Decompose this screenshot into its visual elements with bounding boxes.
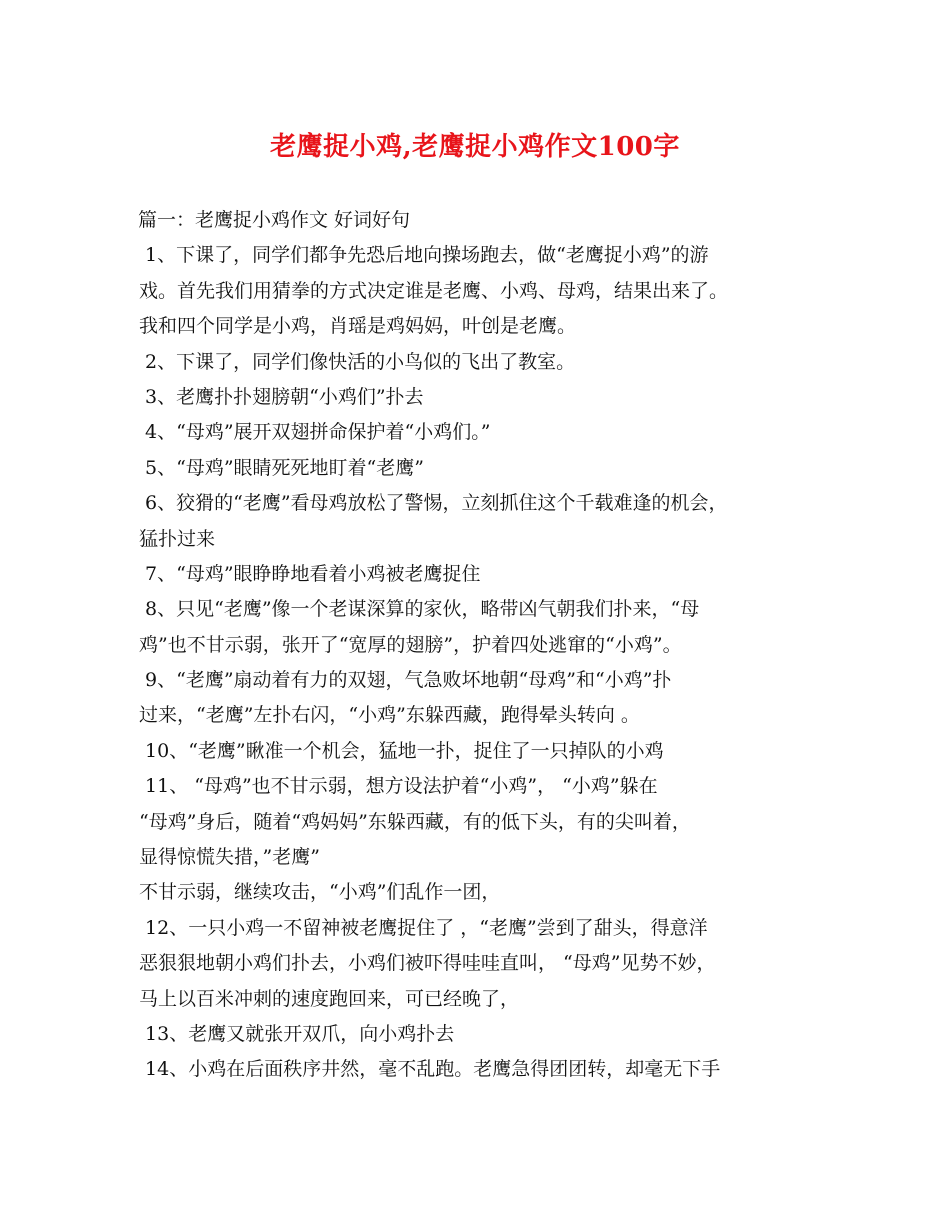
- text-line: 7、“母鸡”眼睁睁地看着小鸡被老鹰捉住: [139, 562, 481, 585]
- text-line: 14、小鸡在后面秩序井然，毫不乱跑。老鹰急得团团转，却毫无下手: [139, 1058, 721, 1081]
- text-line: 过来，“老鹰”左扑右闪，“小鸡”东躲西藏，跑得晕头转向 。: [139, 704, 640, 727]
- text-line: 8、只见“老鹰”像一个老谋深算的家伙，略带凶气朝我们扑来，“母: [139, 598, 700, 621]
- text-line: 我和四个同学是小鸡，肖瑶是鸡妈妈，叶创是老鹰。: [139, 315, 577, 338]
- text-line: 4、“母鸡”展开双翅拼命保护着“小鸡们。”: [139, 421, 491, 444]
- text-line: 马上以百米冲刺的速度跑回来，可已经晚了，: [139, 987, 520, 1010]
- text-line: “母鸡”身后，随着“鸡妈妈”东躲西藏，有的低下头，有的尖叫着，: [139, 810, 691, 833]
- document-title: 老鹰捉小鸡,老鹰捉小鸡作文100字: [270, 132, 680, 162]
- text-line: 1、下课了，同学们都争先恐后地向操场跑去，做“老鹰捉小鸡”的游: [139, 244, 709, 267]
- text-line: 猛扑过来: [139, 527, 216, 550]
- text-line: 12、一只小鸡一不留神被老鹰捉住了 ，“老鹰”尝到了甜头，得意洋: [139, 916, 708, 939]
- text-line: 戏。首先我们用猜拳的方式决定谁是老鹰、小鸡、母鸡，结果出来了。: [139, 279, 729, 302]
- text-line: 11、 “母鸡”也不甘示弱，想方设法护着“小鸡”， “小鸡”躲在: [139, 775, 658, 798]
- text-line: 不甘示弱，继续攻击，“小鸡”们乱作一团，: [139, 881, 501, 904]
- text-line: 3、老鹰扑扑翅膀朝“小鸡们”扑去: [139, 385, 424, 408]
- text-line: 6、狡猾的“老鹰”看母鸡放松了警惕，立刻抓住这个千载难逢的机会，: [139, 492, 728, 515]
- text-line: 鸡”也不甘示弱，张开了“宽厚的翅膀”，护着四处逃窜的“小鸡”。: [139, 633, 682, 656]
- document-body: [139, 203, 819, 1088]
- text-line: 显得惊慌失措，”老鹰”: [139, 846, 320, 869]
- text-line: 9、“老鹰”扇动着有力的双翅，气急败坏地朝“母鸡”和“小鸡”扑: [139, 669, 672, 692]
- text-line-section-heading: 篇一：老鹰捉小鸡作文 好词好句: [138, 209, 411, 231]
- text-line: 10、“老鹰”瞅准一个机会，猛地一扑，捉住了一只掉队的小鸡: [139, 739, 664, 762]
- text-line: 5、“母鸡”眼睛死死地盯着“老鹰”: [139, 456, 424, 479]
- text-line: 2、下课了，同学们像快活的小鸟似的飞出了教室。: [139, 350, 576, 373]
- text-line: 恶狠狠地朝小鸡们扑去，小鸡们被吓得哇哇直叫， “母鸡”见势不妙，: [139, 952, 716, 975]
- text-line: 13、老鹰又就张开双爪，向小鸡扑去: [139, 1022, 455, 1045]
